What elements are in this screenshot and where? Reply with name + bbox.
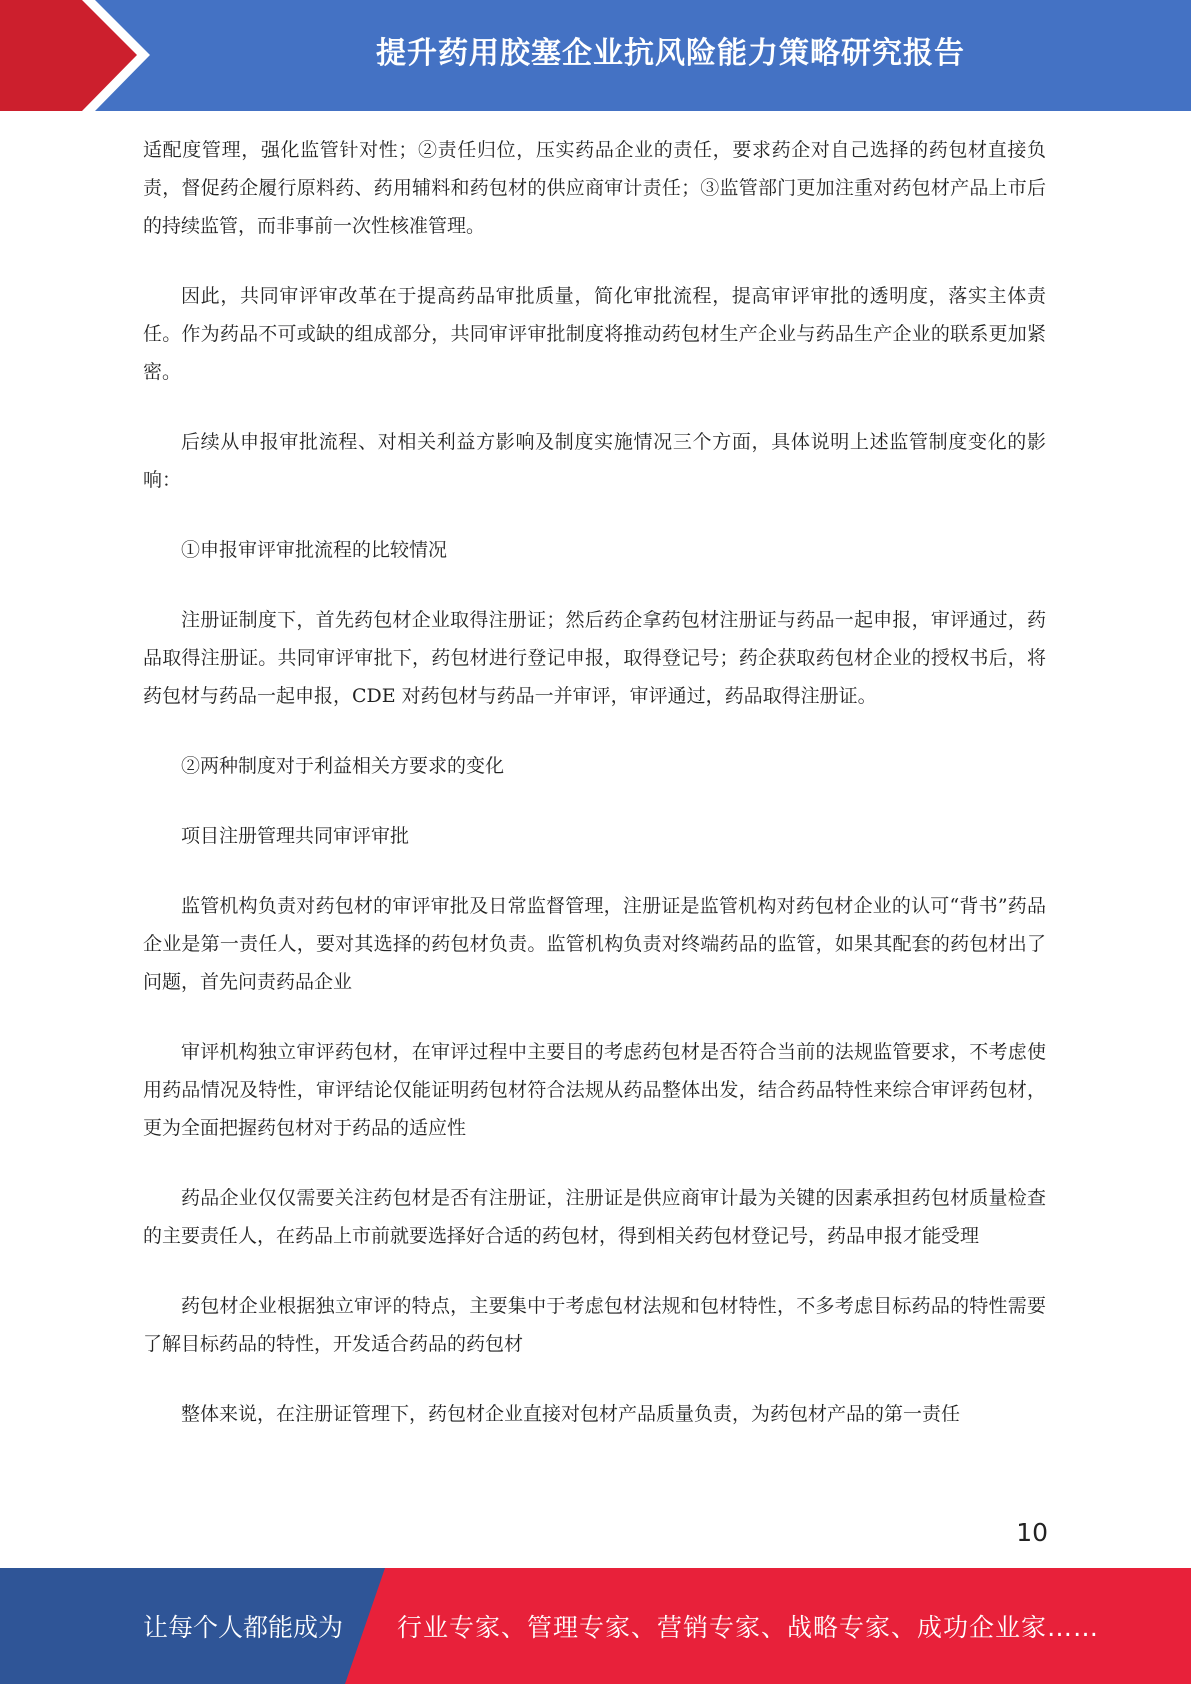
paragraph: 监管机构负责对药包材的审评审批及日常监督管理，注册证是监管机构对药包材企业的认可“背书”药品企业是第一责任人，要对其选择的药包材负责。监管机构负责对终端药品的监管，如果其配套的药包材出了问题，首先问责药品企业 [143, 895, 1046, 993]
paragraph: 因此，共同审评审改革在于提高药品审批质量，简化审批流程，提高审评审批的透明度，落实主体责任。作为药品不可或缺的组成部分，共同审评审批制度将推动药包材生产企业与药品生产企业的联系更加紧密。 [143, 285, 1046, 383]
paragraph: 药包材企业根据独立审评的特点，主要集中于考虑包材法规和包材特性，不多考虑目标药品的特性需要了解目标药品的特性，开发适合药品的药包材 [143, 1295, 1046, 1355]
page-header [0, 0, 1191, 111]
paragraph: 整体来说，在注册证管理下，药包材企业直接对包材产品质量负责，为药包材产品的第一责任 [181, 1403, 961, 1425]
section-heading: ①申报审评审批流程的比较情况 [181, 539, 448, 561]
page-number: 10 [1016, 1518, 1048, 1547]
paragraph: 药品企业仅仅需要关注药包材是否有注册证，注册证是供应商审计最为关键的因素承担药包材质量检查的主要责任人，在药品上市前就要选择好合适的药包材，得到相关药包材登记号，药品申报才能受理 [143, 1187, 1046, 1247]
section-heading: ②两种制度对于利益相关方要求的变化 [181, 755, 505, 777]
footer-slogan-right: 行业专家、管理专家、营销专家、战略专家、成功企业家…… [397, 1613, 1100, 1642]
header-red-chevron [0, 0, 160, 111]
page-footer [0, 1568, 1191, 1684]
paragraph: 注册证制度下，首先药包材企业取得注册证；然后药企拿药包材注册证与药品一起申报，审评通过，药品取得注册证。共同审评审批下，药包材进行登记申报，取得登记号；药企获取药包材企业的授权书后，将药包材与药品一起申报，CDE 对药包材与药品一并审评，审评通过，药品取得注册证。 [143, 609, 1046, 707]
paragraph: 后续从申报审批流程、对相关利益方影响及制度实施情况三个方面，具体说明上述监管制度变化的影响： [143, 431, 1046, 491]
report-title: 提升药用胶塞企业抗风险能力策略研究报告 [376, 36, 965, 71]
paragraph: 审评机构独立审评药包材，在审评过程中主要目的考虑药包材是否符合当前的法规监管要求，不考虑使用药品情况及特性，审评结论仅能证明药包材符合法规从药品整体出发，结合药品特性来综合审评药包材，更为全面把握药包材对于药品的适应性 [143, 1041, 1046, 1139]
paragraph: 适配度管理，强化监管针对性；②责任归位，压实药品企业的责任，要求药企对自己选择的药包材直接负责，督促药企履行原料药、药用辅料和药包材的供应商审计责任；③监管部门更加注重对药包材产品上市后的持续监管，而非事前一次性核准管理。 [143, 139, 1046, 237]
footer-slogan-left: 让每个人都能成为 [143, 1613, 344, 1642]
paragraph: 项目注册管理共同审评审批 [181, 825, 410, 847]
chevron-red-fill [0, 0, 137, 111]
document-body [143, 131, 1046, 1465]
